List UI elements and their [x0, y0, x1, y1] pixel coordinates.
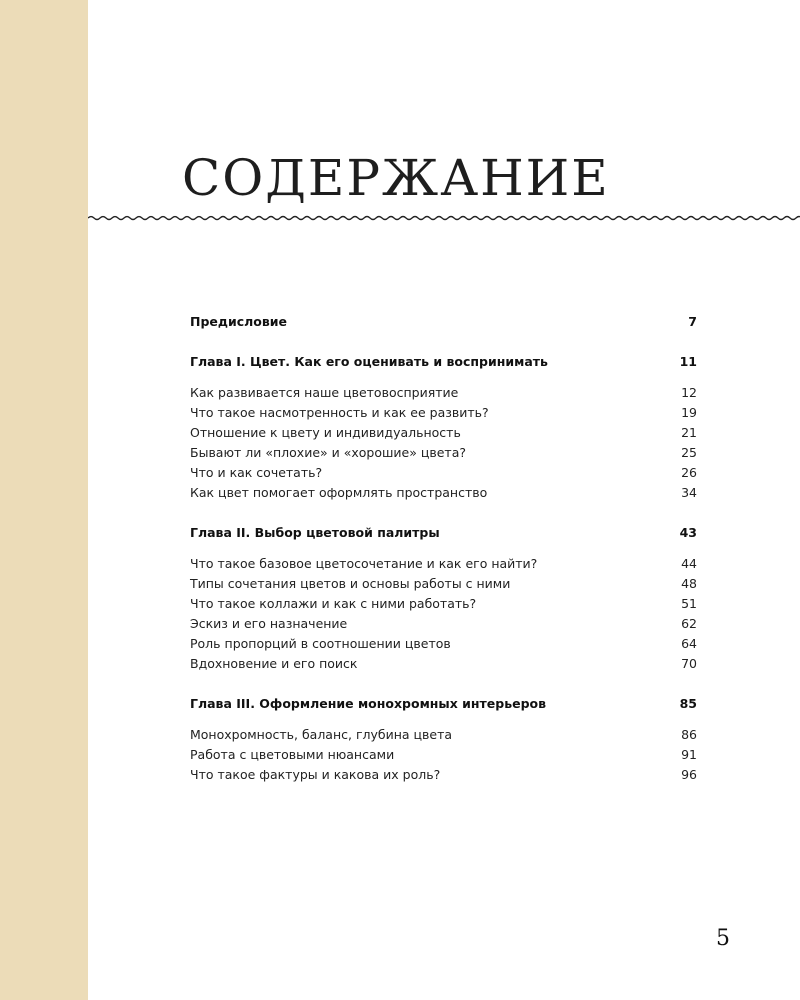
toc-section-label: Как цвет помогает оформлять пространство — [190, 485, 488, 500]
toc-section-label: Что такое коллажи и как с ними работать? — [190, 596, 477, 611]
toc-chapter-page: 11 — [679, 354, 697, 369]
toc-section-page: 25 — [681, 445, 697, 460]
toc-section[interactable] — [190, 745, 697, 765]
toc-section-label: Что такое фактуры и какова их роль? — [190, 767, 441, 782]
toc-section-page: 70 — [681, 656, 697, 671]
toc-section-page: 91 — [681, 747, 697, 762]
toc-section-label: Что и как сочетать? — [190, 465, 323, 480]
toc-section-label: Эскиз и его назначение — [190, 616, 348, 631]
toc-section-page: 19 — [681, 405, 697, 420]
toc-section[interactable] — [190, 614, 697, 634]
toc-entry-preface[interactable] — [190, 312, 697, 332]
toc-section-label: Как развивается наше цветовосприятие — [190, 385, 459, 400]
toc-section-page: 48 — [681, 576, 697, 591]
toc-section[interactable] — [190, 423, 697, 443]
toc-section-page: 62 — [681, 616, 697, 631]
toc-entry-label: Предисловие — [190, 314, 288, 329]
page-title: СОДЕРЖАНИЕ — [182, 149, 610, 207]
toc-chapter-label: Глава III. Оформление монохромных интерьеров — [190, 696, 547, 711]
toc-section[interactable] — [190, 463, 697, 483]
toc-chapter-label: Глава II. Выбор цветовой палитры — [190, 525, 440, 540]
toc-section[interactable] — [190, 594, 697, 614]
toc-section-page: 64 — [681, 636, 697, 651]
toc-section-page: 96 — [681, 767, 697, 782]
toc-chapter-label: Глава I. Цвет. Как его оценивать и воспринимать — [190, 354, 548, 369]
toc-section[interactable] — [190, 574, 697, 594]
toc-section[interactable] — [190, 634, 697, 654]
toc-section[interactable] — [190, 765, 697, 785]
toc-chapter-2[interactable] — [190, 523, 697, 543]
toc-section-page: 26 — [681, 465, 697, 480]
table-of-contents — [190, 312, 697, 785]
toc-section[interactable] — [190, 483, 697, 503]
toc-section-page: 34 — [681, 485, 697, 500]
toc-entry-page: 7 — [688, 314, 697, 329]
side-band — [0, 0, 88, 1000]
toc-section[interactable] — [190, 383, 697, 403]
toc-section-label: Работа с цветовыми нюансами — [190, 747, 395, 762]
toc-section-label: Типы сочетания цветов и основы работы с ними — [190, 576, 511, 591]
toc-section-page: 12 — [681, 385, 697, 400]
toc-section[interactable] — [190, 403, 697, 423]
toc-section-label: Монохромность, баланс, глубина цвета — [190, 727, 453, 742]
toc-chapter-page: 43 — [679, 525, 697, 540]
toc-chapter-page: 85 — [679, 696, 697, 711]
page-number: 5 — [716, 926, 730, 951]
toc-section-page: 51 — [681, 596, 697, 611]
toc-section-label: Что такое базовое цветосочетание и как его найти? — [190, 556, 538, 571]
toc-section[interactable] — [190, 654, 697, 674]
toc-section-label: Вдохновение и его поиск — [190, 656, 358, 671]
toc-section[interactable] — [190, 443, 697, 463]
toc-section-label: Роль пропорций в соотношении цветов — [190, 636, 451, 651]
toc-section-page: 44 — [681, 556, 697, 571]
toc-section-page: 86 — [681, 727, 697, 742]
toc-chapter-3[interactable] — [190, 694, 697, 714]
toc-section-label: Что такое насмотренность и как ее развить? — [190, 405, 489, 420]
toc-section-label: Бывают ли «плохие» и «хорошие» цвета? — [190, 445, 467, 460]
toc-section-label: Отношение к цвету и индивидуальность — [190, 425, 461, 440]
toc-section[interactable] — [190, 725, 697, 745]
wavy-divider — [88, 211, 800, 225]
toc-section[interactable] — [190, 554, 697, 574]
toc-chapter-1[interactable] — [190, 352, 697, 372]
toc-section-page: 21 — [681, 425, 697, 440]
